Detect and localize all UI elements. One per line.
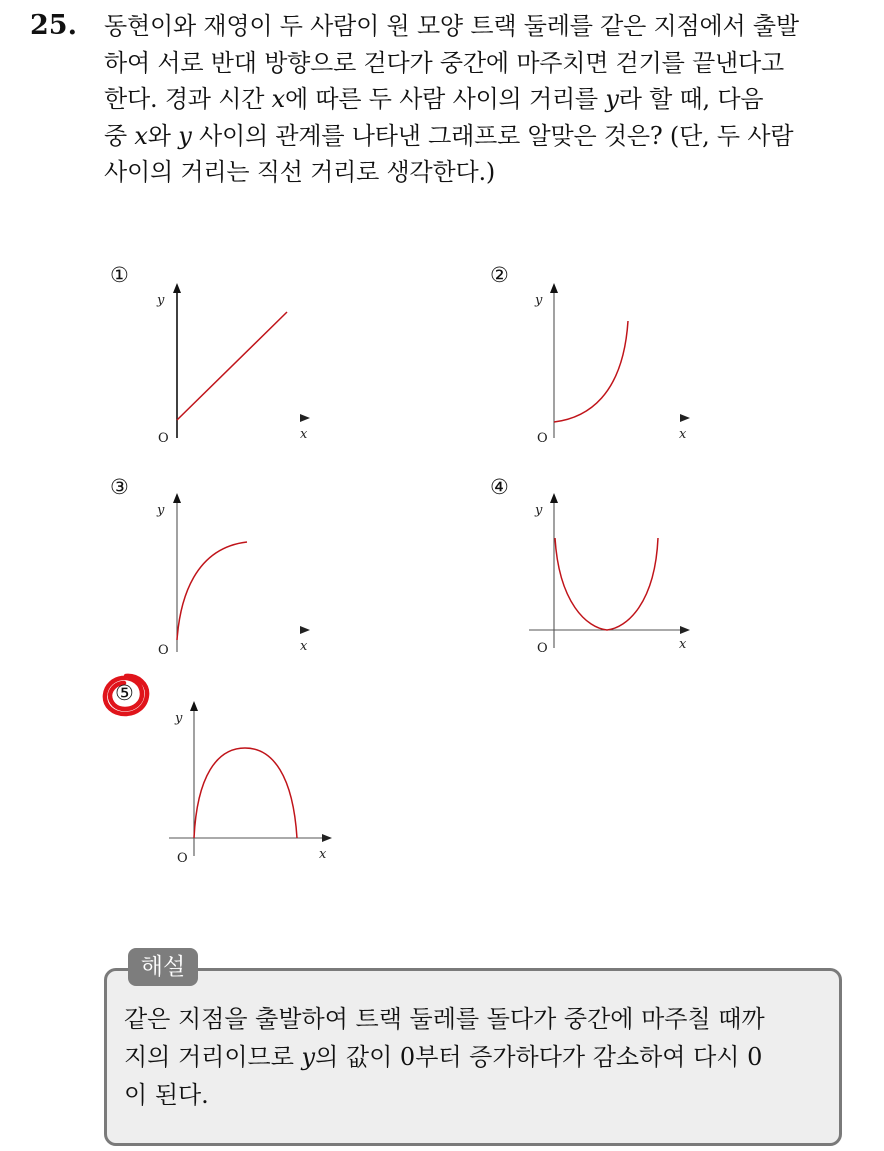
text-segment: 같은 지점을 출발하여 트랙 둘레를 돌다가 중간에 마주칠 때까: [124, 1005, 765, 1033]
y-axis-arrow: [550, 283, 558, 293]
y-axis-arrow: [550, 493, 558, 503]
text-segment: 지의 거리이므로: [124, 1043, 302, 1071]
y-label: y: [157, 503, 165, 518]
text-segment: 에 따른 두 사람 사이의 거리를: [284, 85, 606, 113]
question-line-3: [104, 81, 869, 118]
y-label: y: [175, 711, 183, 726]
y-label: y: [535, 293, 543, 308]
origin-label: O: [158, 431, 169, 446]
y-axis-arrow: [173, 283, 181, 293]
text-segment: 하여 서로 반대 방향으로 걷다가 중간에 마주치면 걷기를 끝낸다고: [104, 48, 784, 77]
origin-label: O: [158, 643, 169, 658]
origin-label: O: [177, 851, 188, 866]
choice-2-graph[interactable]: [527, 278, 697, 448]
question-line-4: [104, 118, 869, 155]
choice-3-label[interactable]: ③: [110, 475, 129, 499]
variable-y: y: [178, 121, 192, 150]
y-axis-arrow: [190, 701, 198, 711]
x-label: x: [300, 427, 308, 442]
choice-2-curve: [554, 321, 628, 422]
choice-1-label[interactable]: ①: [110, 263, 129, 287]
x-label: x: [300, 639, 308, 654]
choice-4-graph[interactable]: [527, 488, 697, 658]
question-line-1: [104, 8, 869, 45]
solution-line-1: [124, 1000, 834, 1038]
y-axis-arrow: [173, 493, 181, 503]
variable-x: x: [134, 121, 148, 150]
text-segment: 라 할 때, 다음: [618, 85, 764, 113]
x-axis-arrow: [680, 414, 690, 422]
choice-3-graph[interactable]: [150, 488, 320, 658]
question-number: 25.: [30, 10, 77, 41]
solution-line-3: [124, 1076, 834, 1114]
choice-5-label[interactable]: ⑤: [115, 681, 134, 705]
text-segment: 이 된다.: [124, 1081, 209, 1109]
choice-5-curve: [194, 748, 297, 838]
origin-label: O: [537, 431, 548, 446]
choice-2-label[interactable]: ②: [490, 263, 509, 287]
text-segment: 중: [104, 121, 135, 150]
solution-line-2: [124, 1038, 834, 1076]
choice-5-graph[interactable]: [167, 696, 342, 871]
text-segment: 한다. 경과 시간: [104, 85, 272, 113]
x-axis-arrow: [300, 626, 310, 634]
question-line-2: [104, 45, 869, 82]
choice-1-graph[interactable]: [150, 278, 320, 448]
question-line-5: [104, 154, 869, 191]
y-label: y: [535, 503, 543, 518]
variable-y: y: [301, 1043, 316, 1071]
solution-text: [124, 1000, 834, 1114]
text-segment: 의 값이 0부터 증가하다가 감소하여 다시 0: [315, 1043, 763, 1071]
text-segment: 사이의 거리는 직선 거리로 생각한다.): [104, 158, 496, 186]
choice-4-curve: [555, 538, 658, 630]
solution-tag: 해설: [128, 948, 198, 986]
question-text: [104, 8, 869, 191]
x-label: x: [319, 847, 327, 862]
text-segment: 와: [147, 121, 179, 150]
x-label: x: [679, 427, 687, 442]
choice-4-label[interactable]: ④: [490, 475, 509, 499]
variable-y: y: [605, 85, 619, 113]
choice-1-curve: [177, 312, 287, 420]
y-label: y: [157, 293, 165, 308]
x-axis-arrow: [300, 414, 310, 422]
x-axis-arrow: [322, 834, 332, 842]
x-axis-arrow: [680, 626, 690, 634]
x-label: x: [679, 637, 687, 652]
variable-x: x: [271, 85, 285, 113]
text-segment: 동현이와 재영이 두 사람이 원 모양 트랙 둘레를 같은 지점에서 출발: [104, 12, 799, 40]
choice-3-curve: [177, 542, 247, 640]
origin-label: O: [537, 641, 548, 656]
text-segment: 사이의 관계를 나타낸 그래프로 알맞은 것은? (단, 두 사람: [191, 121, 794, 150]
